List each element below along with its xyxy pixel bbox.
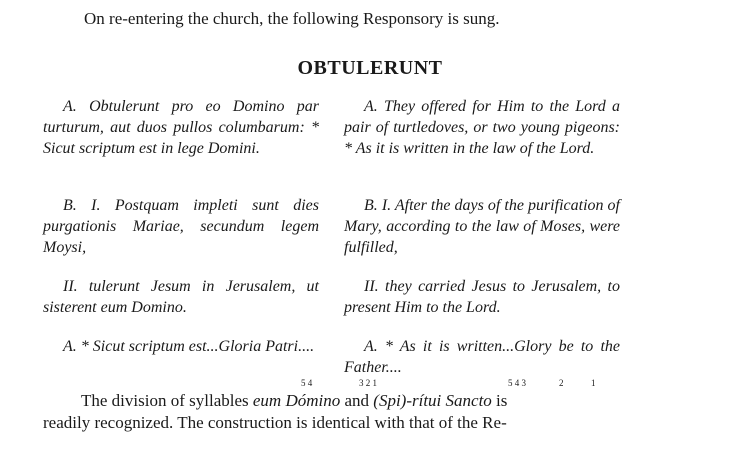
latin-repeat-text: A. * Sicut scriptum est...Gloria Patri.... [63,338,315,355]
latin-example: eum Dómino [252,391,341,410]
english-verse-1 [344,195,620,258]
english-repeat-text: A. * As it is written...Glory be to the Father.... [344,338,620,376]
latin-antiphon-text: A. Obtulerunt pro eo Domino par turturum, aut duos pullos columbarum: * Sicut scriptum est in lege Domini. [43,98,319,157]
responsory-title: OBTULERUNT [297,57,443,79]
latin-verse-1 [43,195,319,258]
english-verse-2-text: II. they carried Jesus to Jerusalem, to present Him to the Lord. [344,278,620,316]
commentary-text: The division of syllables [81,391,249,410]
latin-antiphon [43,96,319,159]
commentary-line-2: readily recognized. The construction is identical with that of the Re- [43,413,507,432]
english-antiphon-text: A. They offered for Him to the Lord a pair of turtledoves, or two young pigeons: * As it is written in the law of the Lord. [344,98,620,157]
latin-repeat [43,336,319,357]
accent-number: 3 2 1 [359,378,377,388]
accent-number: 2 [559,378,564,388]
latin-example: (Spi)-rítui Sancto [373,391,492,410]
latin-verse-2 [43,276,319,318]
accent-number: 1 [591,378,596,388]
english-verse-1-text: B. I. After the days of the purification of Mary, according to the law of Moses, were fulfilled, [344,197,620,256]
latin-verse-1-text: B. I. Postquam impleti sunt dies purgationis Mariae, secundum legem Moysi, [43,197,319,256]
commentary-text: is [496,391,508,410]
commentary-text: and [344,391,370,410]
accent-number: 5 4 [301,378,313,388]
english-antiphon [344,96,620,159]
english-verse-2 [344,276,620,318]
english-repeat [344,336,620,378]
accent-number: 5 4 3 [508,378,526,388]
intro-line: On re-entering the church, the following Responsory is sung. [84,9,500,28]
commentary-paragraph [43,378,620,434]
commentary-line-1 [43,390,620,412]
latin-verse-2-text: II. tulerunt Jesum in Jerusalem, ut sisterent eum Domino. [43,278,319,316]
